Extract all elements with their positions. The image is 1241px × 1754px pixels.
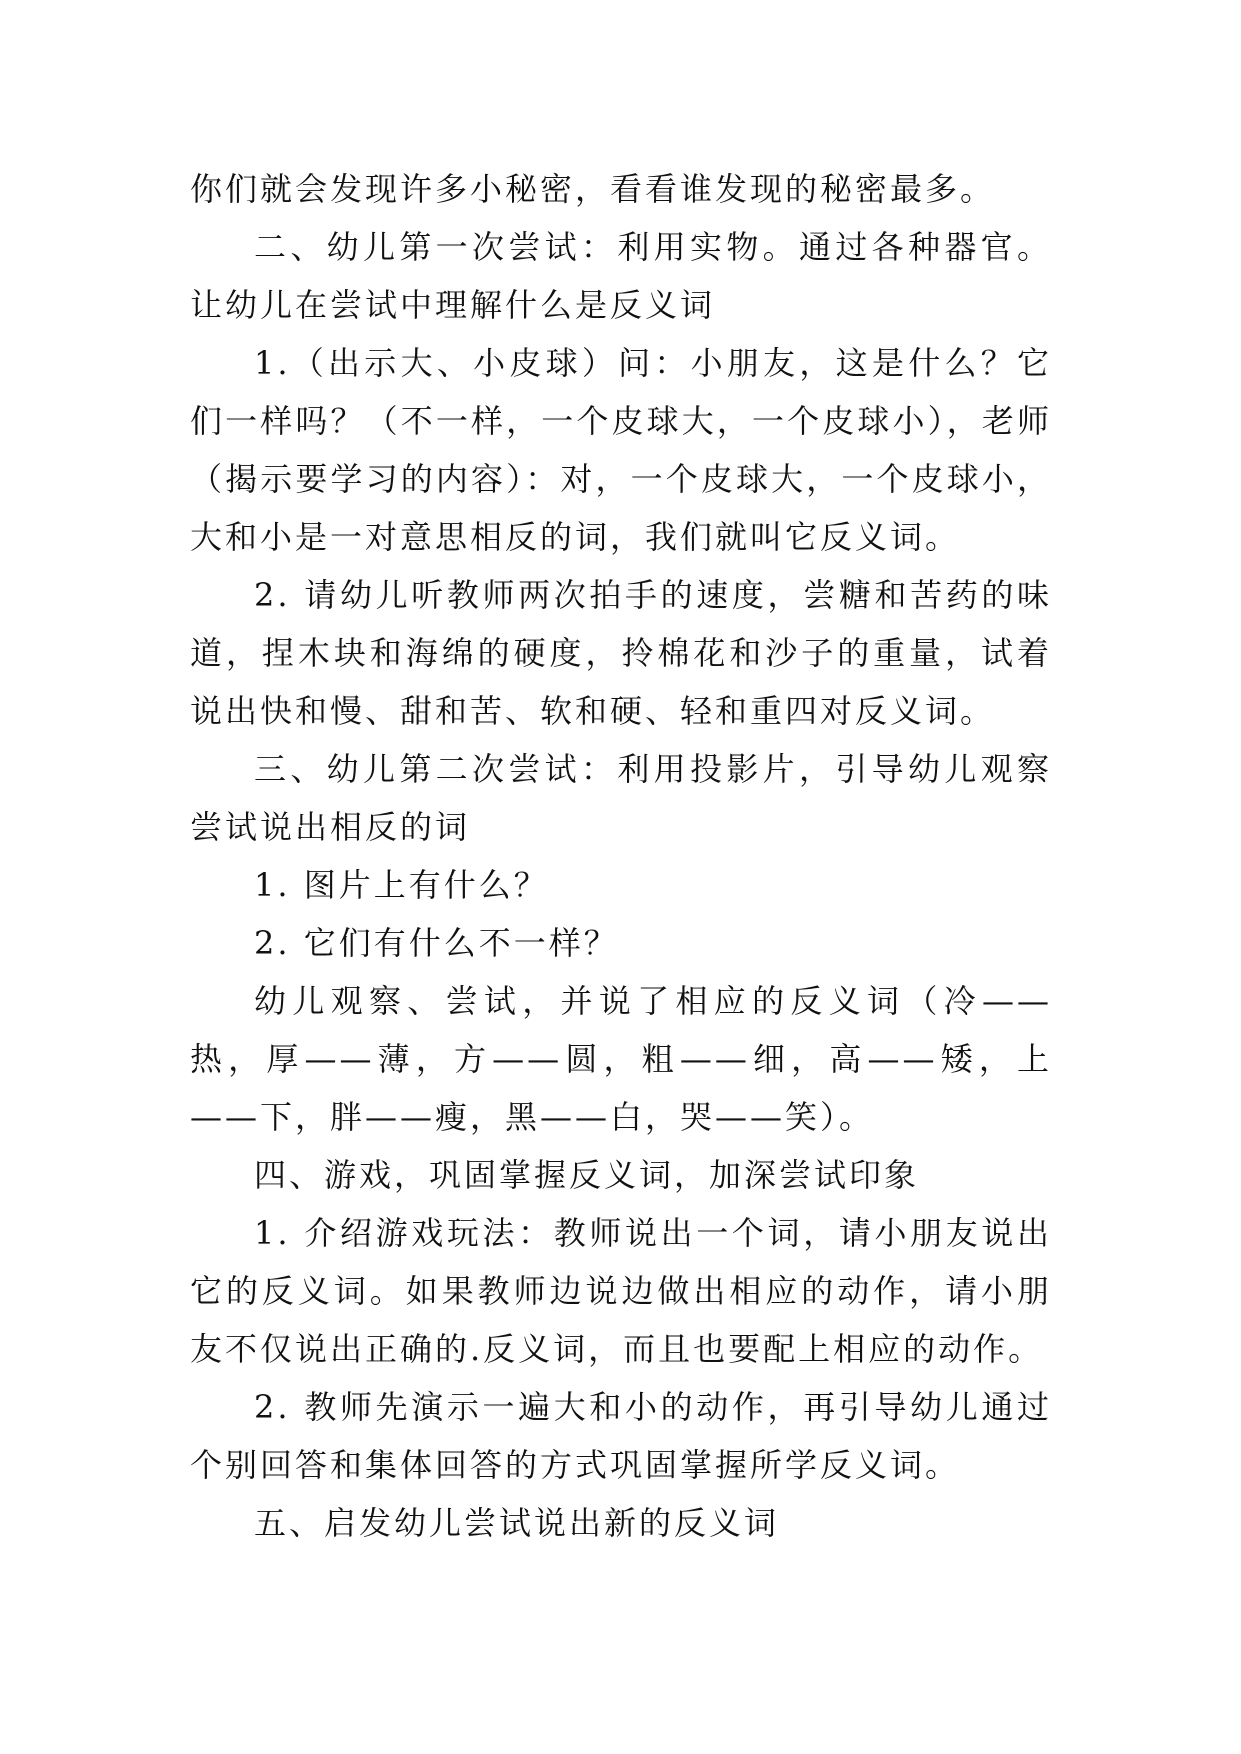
section-heading-3: 三、幼儿第二次尝试：利用投影片，引导幼儿观察尝试说出相反的词	[190, 750, 1052, 846]
paragraph-step-3-1: 1. 图片上有什么？	[254, 866, 549, 904]
paragraph-step-3-2: 2. 它们有什么不一样？	[254, 924, 619, 962]
section-heading-2: 二、幼儿第一次尝试：利用实物。通过各种器官。让幼儿在尝试中理解什么是反义词	[190, 228, 1052, 324]
document-body	[190, 160, 1052, 1552]
paragraph-observation: 幼儿观察、尝试，并说了相应的反义词（冷——热，厚——薄，方——圆，粗——细，高——矮，上——下，胖——瘦，黑——白，哭——笑）。	[190, 982, 1052, 1136]
paragraph-step-4-1: 1. 介绍游戏玩法：教师说出一个词，请小朋友说出它的反义词。如果教师边说边做出相应的动作，请小朋友不仅说出正确的.反义词，而且也要配上相应的动作。	[190, 1214, 1052, 1368]
paragraph-step-4-2: 2. 教师先演示一遍大和小的动作，再引导幼儿通过个别回答和集体回答的方式巩固掌握所学反义词。	[190, 1388, 1052, 1484]
section-heading-5: 五、启发幼儿尝试说出新的反义词	[254, 1504, 780, 1542]
section-heading-4: 四、游戏，巩固掌握反义词，加深尝试印象	[254, 1156, 920, 1194]
paragraph-continuation: 你们就会发现许多小秘密，看看谁发现的秘密最多。	[190, 170, 996, 208]
paragraph-step-2-1: 1.（出示大、小皮球）问：小朋友，这是什么？它们一样吗？（不一样，一个皮球大，一个皮球小），老师（揭示要学习的内容）：对，一个皮球大，一个皮球小，大和小是一对意思相反的词，我们就叫它反义词。	[190, 344, 1052, 556]
paragraph-step-2-2: 2. 请幼儿听教师两次拍手的速度，尝糖和苦药的味道，捏木块和海绵的硬度，拎棉花和沙子的重量，试着说出快和慢、甜和苦、软和硬、轻和重四对反义词。	[190, 576, 1052, 730]
